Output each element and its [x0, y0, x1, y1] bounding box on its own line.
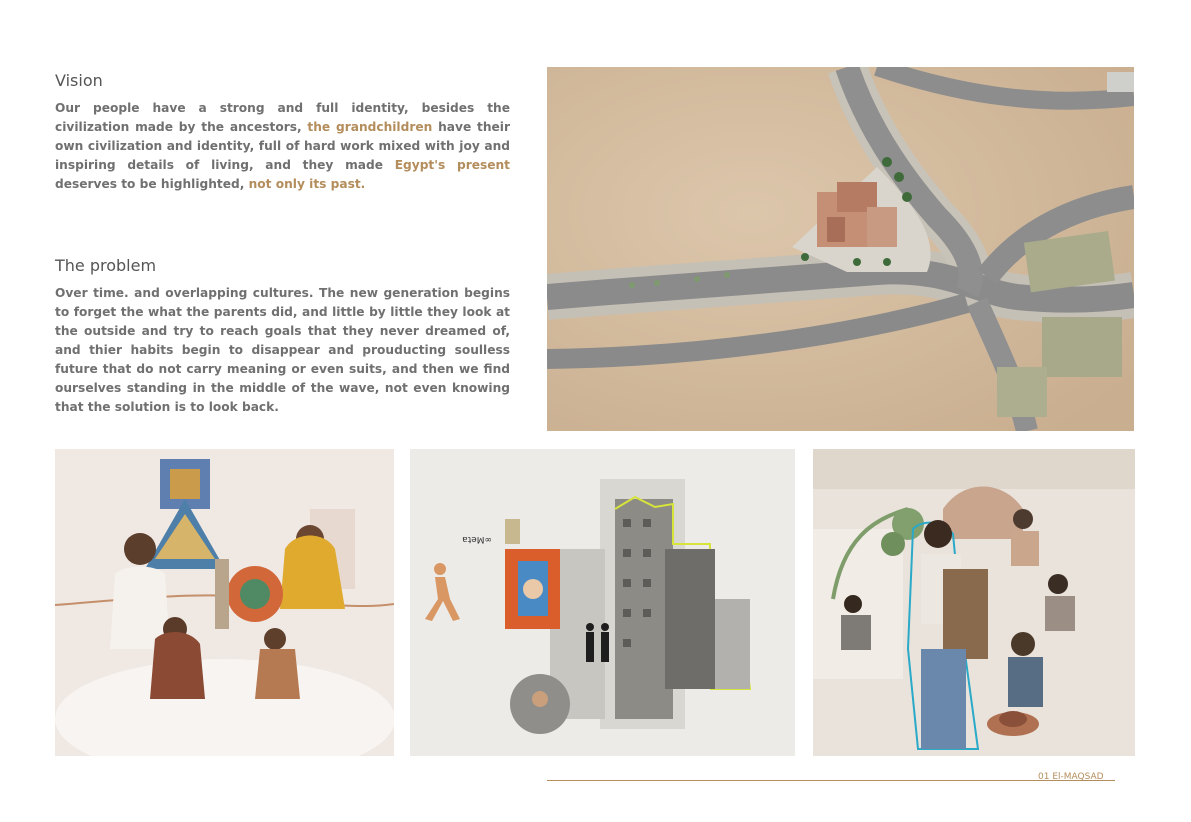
vision-text: Our people have a strong and full identity, besides the civilization made by the ancestors,: [55, 101, 510, 134]
footer-divider: [547, 780, 1115, 781]
modern-influence-collage-image: [410, 449, 795, 756]
vision-highlight-past: not only its past.: [248, 177, 366, 191]
vision-paragraph: [55, 99, 510, 194]
vision-text: have their own civilization and identity, full of hard work mixed with joy and inspiring details of living, and they made: [55, 120, 510, 172]
heritage-collage-image: [55, 449, 394, 756]
crafts-collage-image: [813, 449, 1135, 756]
vision-highlight-egypt-present: Egypt's present: [394, 158, 510, 172]
vision-text: deserves to be highlighted,: [55, 177, 249, 191]
vision-highlight-grandchildren: the grandchildren: [307, 120, 433, 134]
vision-title: Vision: [55, 71, 103, 90]
meta-sticker-text: ∞Meta: [462, 534, 492, 544]
aerial-site-image: [547, 67, 1134, 431]
problem-title: The problem: [55, 256, 157, 275]
problem-paragraph: Over time. and overlapping cultures. The new generation begins to forget the what the parents did, and little by little they look at the outside and try to reach goals that they never dreamed of, and thier habits begin to disappear and prouducting soulless future that do not carry meaning or even suits, and then we find ourselves standing in the middle of the wave, not even knowing that the solution is to look back.: [55, 286, 510, 414]
footer-page-label: 01 El-MAQSAD: [1038, 772, 1104, 782]
